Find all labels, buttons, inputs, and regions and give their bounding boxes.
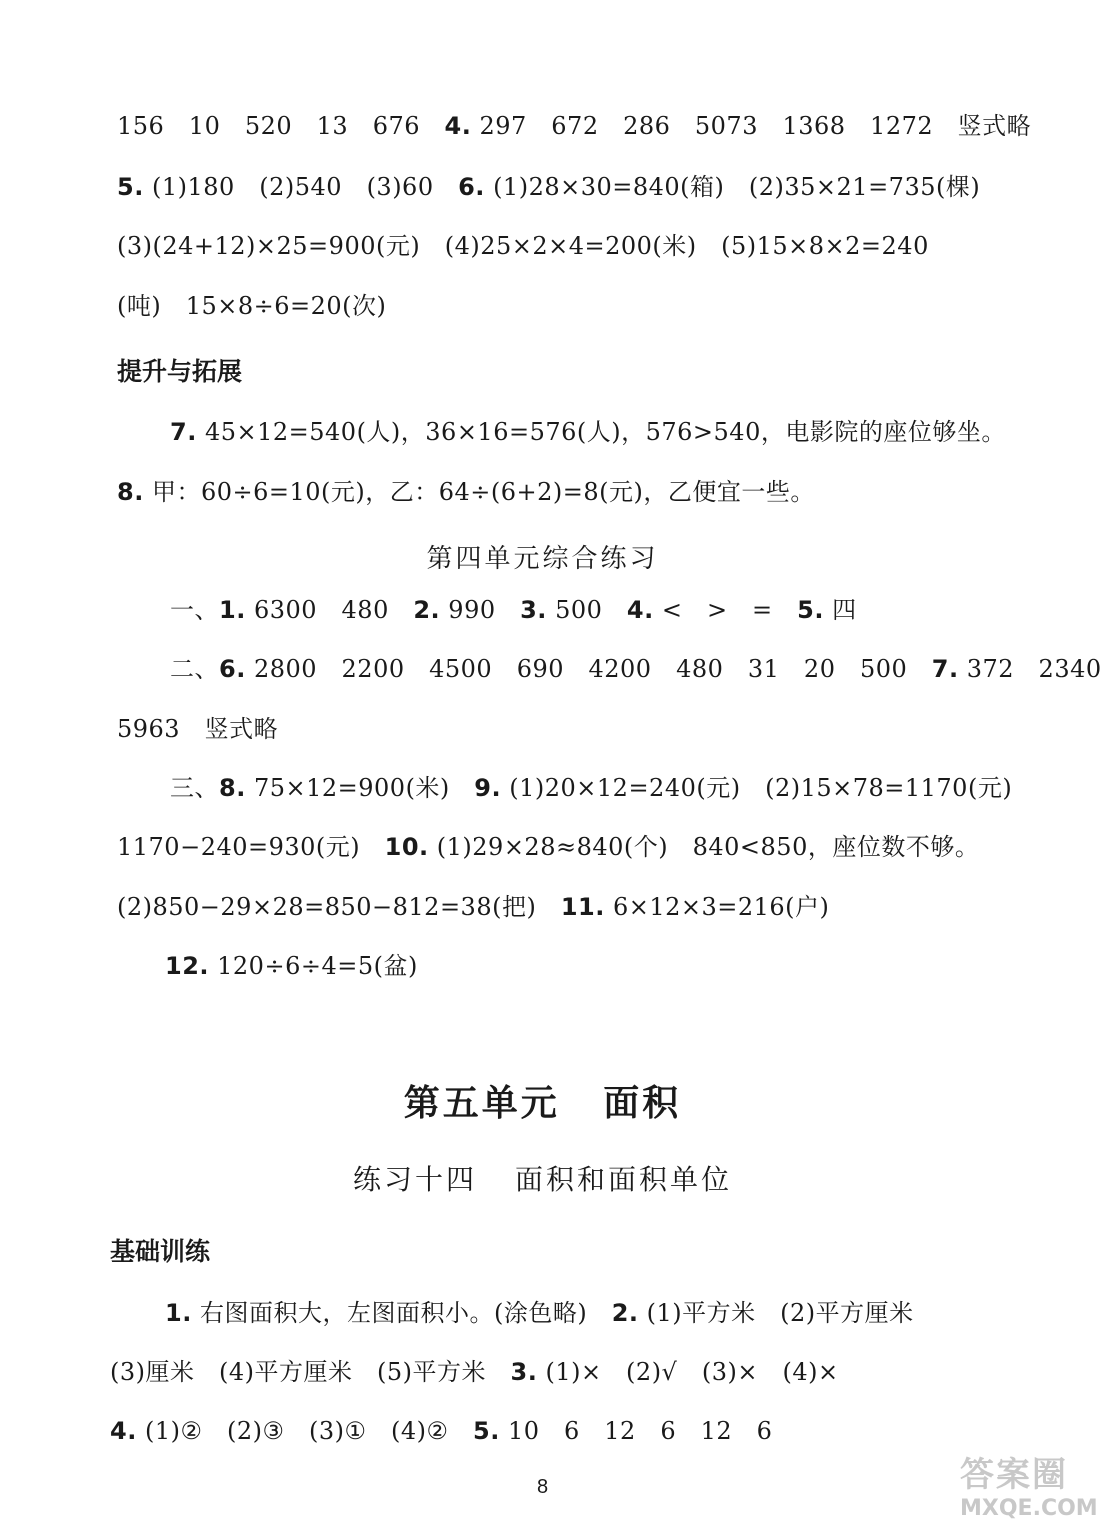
answer-line-12: 三、8. 75×12=900(米) 9. (1)20×12=240(元) (2)15×78=1170(元)	[170, 774, 1013, 802]
watermark-top-text: 答案圈	[960, 1455, 1068, 1495]
watermark-bottom-text: MXQE.COM	[960, 1496, 1098, 1521]
answer-line-7: 7. 45×12=540(人)，36×16=576(人)，576>540，电影院的座位够坐。	[170, 418, 1006, 446]
section-heading-extend: 提升与拓展	[117, 357, 243, 386]
answer-line-8: 8. 甲：60÷6=10(元)，乙：64÷(6+2)=8(元)，乙便宜一些。	[117, 478, 815, 506]
page-number: 8	[536, 1476, 549, 1498]
answer-line-16: 1. 右图面积大，左图面积小。(涂色略) 2. (1)平方米 (2)平方厘米	[165, 1299, 914, 1327]
unit5-title: 第五单元 面积	[403, 1083, 682, 1124]
answer-line-14: (2)850−29×28=850−812=38(把) 11. 6×12×3=216(户)	[117, 893, 830, 921]
answer-line-13: 1170−240=930(元) 10. (1)29×28≈840(个) 840<850，座位数不够。	[117, 833, 980, 861]
answer-line-10: 二、6. 2800 2200 4500 690 4200 480 31 20 500 7. 372 2340	[170, 655, 1102, 683]
answer-line-9: 一、1. 6300 480 2. 990 3. 500 4. < > = 5. 四	[170, 596, 857, 624]
answer-line-2: 5. (1)180 (2)540 (3)60 6. (1)28×30=840(箱) (2)35×21=735(棵)	[117, 173, 981, 201]
watermark-logo	[960, 1455, 1098, 1531]
exercise14-title: 练习十四 面积和面积单位	[353, 1163, 732, 1196]
answer-line-11: 5963 竖式略	[117, 715, 279, 743]
answer-line-15: 12. 120÷6÷4=5(盆)	[165, 952, 418, 980]
answer-line-17: (3)厘米 (4)平方厘米 (5)平方米 3. (1)× (2)√ (3)× (4)×	[110, 1358, 839, 1386]
section-heading-basic: 基础训练	[110, 1237, 211, 1266]
unit4-review-title: 第四单元综合练习	[426, 544, 659, 574]
answer-line-4: (吨) 15×8÷6=20(次)	[117, 292, 387, 320]
answer-line-18: 4. (1)② (2)③ (3)① (4)② 5. 10 6 12 6 12 6	[110, 1417, 773, 1445]
answer-line-3: (3)(24+12)×25=900(元) (4)25×2×4=200(米) (5)15×8×2=240	[117, 232, 929, 260]
answer-line-1: 156 10 520 13 676 4. 297 672 286 5073 1368 1272 竖式略	[117, 112, 1032, 140]
